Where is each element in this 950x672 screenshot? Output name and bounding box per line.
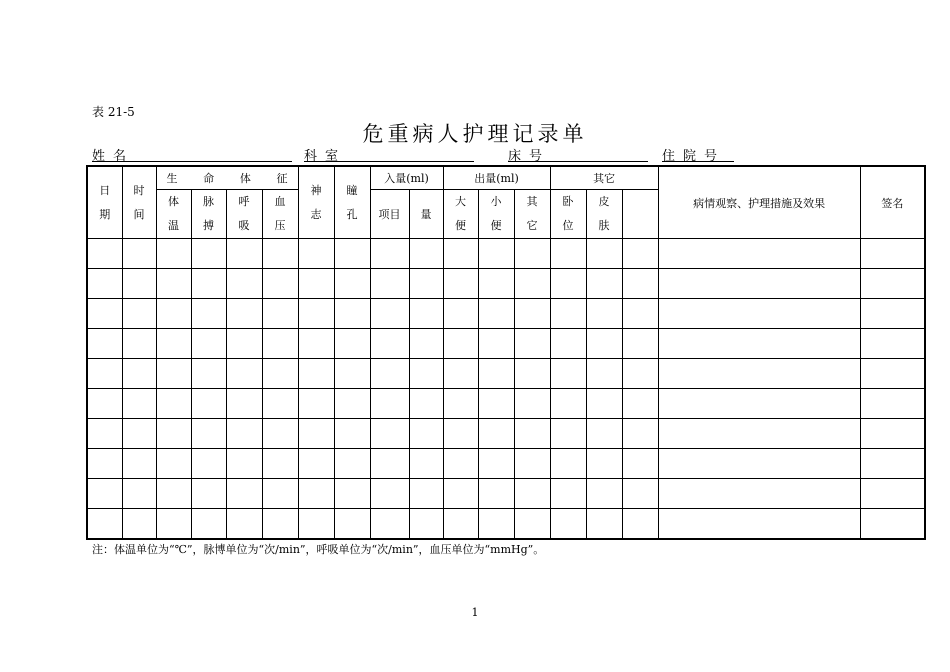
- table-cell[interactable]: [226, 299, 262, 329]
- table-row: [87, 299, 925, 329]
- table-cell[interactable]: [334, 269, 370, 299]
- table-cell[interactable]: [514, 389, 550, 419]
- table-cell[interactable]: [658, 509, 860, 540]
- table-cell[interactable]: [122, 419, 156, 449]
- footnote: 注：体温单位为“℃”，脉博单位为“次/min”，呼吸单位为“次/min”，血压单位为“mmHg”。: [92, 543, 545, 556]
- table-cell[interactable]: [586, 479, 622, 509]
- table-cell[interactable]: [298, 419, 334, 449]
- table-cell[interactable]: [514, 479, 550, 509]
- table-cell[interactable]: [622, 299, 658, 329]
- table-cell[interactable]: [191, 329, 226, 359]
- name-label: 姓名: [92, 149, 135, 164]
- table-cell[interactable]: [122, 299, 156, 329]
- table-cell[interactable]: [622, 419, 658, 449]
- form-title: 危重病人护理记录单: [362, 122, 588, 146]
- table-cell[interactable]: [370, 389, 409, 419]
- intake-header: 入量(ml): [370, 166, 443, 190]
- table-cell[interactable]: [860, 299, 925, 329]
- table-row: [87, 449, 925, 479]
- table-cell[interactable]: [191, 419, 226, 449]
- temperature-header: 体 温: [156, 190, 191, 239]
- table-cell[interactable]: [156, 479, 191, 509]
- table-cell[interactable]: [334, 329, 370, 359]
- table-cell[interactable]: [191, 299, 226, 329]
- table-cell[interactable]: [298, 239, 334, 269]
- table-cell[interactable]: [514, 299, 550, 329]
- date-header: 日 期: [87, 166, 122, 239]
- respiration-header: 呼 吸: [226, 190, 262, 239]
- table-cell[interactable]: [443, 389, 478, 419]
- table-cell[interactable]: [586, 329, 622, 359]
- table-cell[interactable]: [860, 329, 925, 359]
- table-cell[interactable]: [550, 299, 586, 329]
- intake-amount-header: 量: [409, 190, 443, 239]
- table-cell[interactable]: [586, 509, 622, 540]
- table-cell[interactable]: [860, 239, 925, 269]
- table-cell[interactable]: [443, 479, 478, 509]
- table-cell[interactable]: [226, 509, 262, 540]
- position-header: 卧 位: [550, 190, 586, 239]
- table-cell[interactable]: [334, 239, 370, 269]
- table-cell[interactable]: [226, 419, 262, 449]
- table-cell[interactable]: [586, 449, 622, 479]
- table-cell[interactable]: [622, 359, 658, 389]
- table-cell[interactable]: [622, 509, 658, 540]
- table-cell[interactable]: [478, 509, 514, 540]
- table-cell[interactable]: [443, 509, 478, 540]
- table-cell[interactable]: [122, 389, 156, 419]
- signature-header: 签名: [860, 166, 925, 239]
- table-cell[interactable]: [860, 269, 925, 299]
- table-row: [87, 269, 925, 299]
- table-cell[interactable]: [334, 479, 370, 509]
- table-cell[interactable]: [550, 449, 586, 479]
- table-cell[interactable]: [550, 329, 586, 359]
- table-cell[interactable]: [586, 359, 622, 389]
- table-cell[interactable]: [262, 479, 298, 509]
- table-cell[interactable]: [156, 449, 191, 479]
- table-cell[interactable]: [409, 239, 443, 269]
- table-cell[interactable]: [443, 359, 478, 389]
- page-number: 1: [471, 606, 479, 619]
- table-cell[interactable]: [622, 389, 658, 419]
- table-cell[interactable]: [226, 239, 262, 269]
- table-cell[interactable]: [478, 389, 514, 419]
- table-cell[interactable]: [262, 449, 298, 479]
- table-cell[interactable]: [622, 329, 658, 359]
- table-cell[interactable]: [514, 239, 550, 269]
- table-cell[interactable]: [87, 479, 122, 509]
- table-row: [87, 509, 925, 540]
- table-cell[interactable]: [622, 449, 658, 479]
- table-cell[interactable]: [860, 449, 925, 479]
- table-cell[interactable]: [409, 299, 443, 329]
- table-cell[interactable]: [478, 329, 514, 359]
- table-cell[interactable]: [443, 449, 478, 479]
- table-cell[interactable]: [156, 239, 191, 269]
- table-cell[interactable]: [87, 239, 122, 269]
- table-cell[interactable]: [156, 389, 191, 419]
- table-cell[interactable]: [191, 269, 226, 299]
- table-cell[interactable]: [122, 359, 156, 389]
- table-cell[interactable]: [443, 239, 478, 269]
- table-cell[interactable]: [860, 389, 925, 419]
- table-cell[interactable]: [443, 329, 478, 359]
- table-cell[interactable]: [156, 299, 191, 329]
- table-cell[interactable]: [478, 299, 514, 329]
- name-field-line[interactable]: [92, 161, 292, 162]
- department-label: 科室: [304, 149, 347, 164]
- table-cell[interactable]: [298, 509, 334, 540]
- table-cell[interactable]: [622, 479, 658, 509]
- table-cell[interactable]: [191, 239, 226, 269]
- table-cell[interactable]: [550, 389, 586, 419]
- table-cell[interactable]: [262, 509, 298, 540]
- table-cell[interactable]: [370, 419, 409, 449]
- time-header: 时 间: [122, 166, 156, 239]
- table-cell[interactable]: [298, 269, 334, 299]
- table-cell[interactable]: [658, 359, 860, 389]
- table-cell[interactable]: [262, 389, 298, 419]
- table-cell[interactable]: [622, 239, 658, 269]
- table-cell[interactable]: [370, 359, 409, 389]
- bed-label: 床号: [508, 149, 551, 164]
- table-cell[interactable]: [226, 269, 262, 299]
- table-cell[interactable]: [658, 449, 860, 479]
- table-cell[interactable]: [298, 329, 334, 359]
- table-cell[interactable]: [658, 329, 860, 359]
- table-cell[interactable]: [87, 419, 122, 449]
- department-field-line[interactable]: [304, 161, 474, 162]
- consciousness-header: 神 志: [298, 166, 334, 239]
- table-cell[interactable]: [478, 479, 514, 509]
- table-cell[interactable]: [658, 419, 860, 449]
- table-cell[interactable]: [514, 269, 550, 299]
- observation-header: 病情观察、护理措施及效果: [658, 166, 860, 239]
- admission-number-label: 住院号: [662, 149, 726, 164]
- table-cell[interactable]: [409, 329, 443, 359]
- table-cell[interactable]: [122, 269, 156, 299]
- table-cell[interactable]: [370, 329, 409, 359]
- table-cell[interactable]: [191, 509, 226, 540]
- table-cell[interactable]: [226, 329, 262, 359]
- table-cell[interactable]: [370, 239, 409, 269]
- table-cell[interactable]: [334, 509, 370, 540]
- table-cell[interactable]: [586, 269, 622, 299]
- table-cell[interactable]: [370, 449, 409, 479]
- table-cell[interactable]: [191, 449, 226, 479]
- table-cell[interactable]: [226, 449, 262, 479]
- table-cell[interactable]: [122, 329, 156, 359]
- table-cell[interactable]: [370, 299, 409, 329]
- table-cell[interactable]: [514, 509, 550, 540]
- table-cell[interactable]: [87, 449, 122, 479]
- table-cell[interactable]: [550, 419, 586, 449]
- table-row: [87, 329, 925, 359]
- table-cell[interactable]: [586, 299, 622, 329]
- table-cell[interactable]: [334, 359, 370, 389]
- table-cell[interactable]: [409, 509, 443, 540]
- table-cell[interactable]: [87, 299, 122, 329]
- pupil-header: 瞳 孔: [334, 166, 370, 239]
- table-cell[interactable]: [478, 269, 514, 299]
- table-cell[interactable]: [122, 509, 156, 540]
- table-cell[interactable]: [409, 419, 443, 449]
- table-cell[interactable]: [87, 359, 122, 389]
- table-cell[interactable]: [443, 269, 478, 299]
- table-cell[interactable]: [191, 359, 226, 389]
- table-cell[interactable]: [658, 479, 860, 509]
- table-row: [87, 479, 925, 509]
- table-cell[interactable]: [262, 329, 298, 359]
- nursing-record-table: [86, 165, 926, 540]
- table-row: [87, 389, 925, 419]
- blood-pressure-header: 血 压: [262, 190, 298, 239]
- extra-other-header: [622, 190, 658, 239]
- urine-header: 小 便: [478, 190, 514, 239]
- table-cell[interactable]: [156, 329, 191, 359]
- table-cell[interactable]: [262, 239, 298, 269]
- table-cell[interactable]: [334, 389, 370, 419]
- table-cell[interactable]: [298, 479, 334, 509]
- table-cell[interactable]: [262, 359, 298, 389]
- table-cell[interactable]: [334, 299, 370, 329]
- bed-field-line[interactable]: [508, 161, 648, 162]
- table-cell[interactable]: [262, 299, 298, 329]
- table-cell[interactable]: [262, 269, 298, 299]
- table-cell[interactable]: [409, 449, 443, 479]
- table-cell[interactable]: [156, 269, 191, 299]
- table-cell[interactable]: [370, 479, 409, 509]
- table-cell[interactable]: [658, 389, 860, 419]
- table-cell[interactable]: [409, 389, 443, 419]
- table-cell[interactable]: [443, 419, 478, 449]
- table-cell[interactable]: [586, 389, 622, 419]
- table-cell[interactable]: [156, 509, 191, 540]
- table-cell[interactable]: [860, 419, 925, 449]
- table-cell[interactable]: [334, 419, 370, 449]
- table-cell[interactable]: [226, 479, 262, 509]
- table-cell[interactable]: [550, 269, 586, 299]
- table-cell[interactable]: [860, 509, 925, 540]
- skin-header: 皮 肤: [586, 190, 622, 239]
- pulse-header: 脉 搏: [191, 190, 226, 239]
- table-cell[interactable]: [298, 299, 334, 329]
- table-cell[interactable]: [122, 479, 156, 509]
- table-cell[interactable]: [658, 269, 860, 299]
- table-cell[interactable]: [370, 509, 409, 540]
- vital-signs-header: 生 命 体 征: [156, 166, 298, 190]
- table-cell[interactable]: [514, 419, 550, 449]
- table-cell[interactable]: [478, 419, 514, 449]
- table-cell[interactable]: [550, 509, 586, 540]
- table-cell[interactable]: [298, 359, 334, 389]
- table-cell[interactable]: [298, 389, 334, 419]
- table-cell[interactable]: [860, 359, 925, 389]
- table-cell[interactable]: [514, 359, 550, 389]
- table-cell[interactable]: [191, 389, 226, 419]
- table-cell[interactable]: [87, 329, 122, 359]
- table-cell[interactable]: [298, 449, 334, 479]
- table-cell[interactable]: [514, 449, 550, 479]
- table-cell[interactable]: [478, 359, 514, 389]
- table-cell[interactable]: [370, 269, 409, 299]
- table-cell[interactable]: [550, 479, 586, 509]
- output-other-header: 其 它: [514, 190, 550, 239]
- table-cell[interactable]: [514, 329, 550, 359]
- table-row: [87, 359, 925, 389]
- table-cell[interactable]: [586, 419, 622, 449]
- table-cell[interactable]: [478, 449, 514, 479]
- table-cell[interactable]: [409, 269, 443, 299]
- table-cell[interactable]: [262, 419, 298, 449]
- table-cell[interactable]: [443, 299, 478, 329]
- table-cell[interactable]: [226, 389, 262, 419]
- table-cell[interactable]: [478, 239, 514, 269]
- table-cell[interactable]: [409, 359, 443, 389]
- table-row: [87, 239, 925, 269]
- other-header: 其它: [550, 166, 658, 190]
- table-cell[interactable]: [860, 479, 925, 509]
- table-cell[interactable]: [622, 269, 658, 299]
- table-cell[interactable]: [122, 239, 156, 269]
- table-row: [87, 419, 925, 449]
- intake-item-header: 项目: [370, 190, 409, 239]
- table-cell[interactable]: [87, 269, 122, 299]
- table-cell[interactable]: [122, 449, 156, 479]
- table-cell[interactable]: [550, 359, 586, 389]
- table-cell[interactable]: [156, 419, 191, 449]
- table-cell[interactable]: [550, 239, 586, 269]
- table-cell[interactable]: [156, 359, 191, 389]
- table-cell[interactable]: [409, 479, 443, 509]
- table-number: 表 21-5: [92, 105, 135, 119]
- table-cell[interactable]: [226, 359, 262, 389]
- admission-number-field-line[interactable]: [662, 161, 734, 162]
- output-header: 出量(ml): [443, 166, 550, 190]
- table-cell[interactable]: [334, 449, 370, 479]
- table-cell[interactable]: [586, 239, 622, 269]
- stool-header: 大 便: [443, 190, 478, 239]
- table-cell[interactable]: [87, 509, 122, 540]
- table-cell[interactable]: [658, 239, 860, 269]
- table-cell[interactable]: [191, 479, 226, 509]
- table-cell[interactable]: [658, 299, 860, 329]
- table-cell[interactable]: [87, 389, 122, 419]
